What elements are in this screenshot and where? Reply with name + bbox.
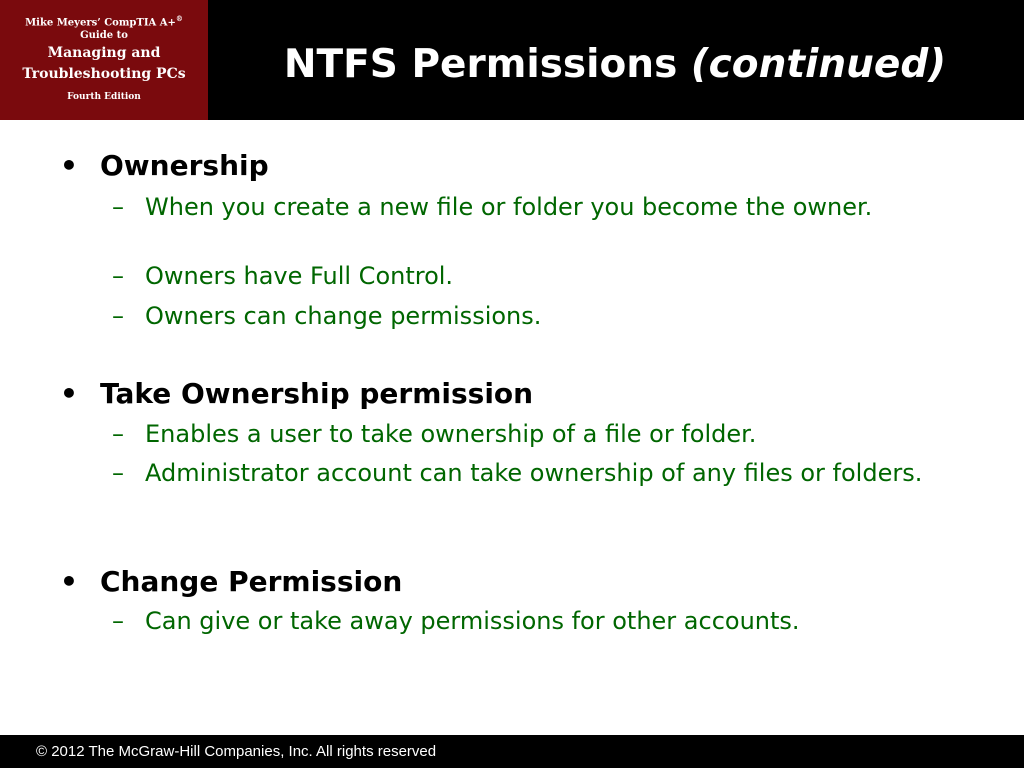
book-logo [0,0,208,120]
bullet-label: Take Ownership permission [100,377,534,410]
slide-title-continued: (continued) [690,42,947,87]
slide-title [220,40,1010,90]
sub-item [112,606,982,637]
bullet-label: Change Permission [100,565,403,598]
bullet-dot-icon: • [60,377,78,410]
sub-item [112,458,982,489]
bullet-label: Ownership [100,149,269,182]
logo-series-title: Mike Meyers’ CompTIA A+® [25,14,183,29]
sub-item [112,261,982,292]
bullet-change-permission [60,564,402,600]
sub-item-text: Can give or take away permissions for other accounts. [145,607,800,635]
slide-header [0,0,1024,120]
dash-icon: – [112,262,124,290]
sub-item [112,192,982,223]
sub-item-text: Owners have Full Control. [145,262,454,290]
sub-item-text: Administrator account can take ownership of any files or folders. [145,459,923,487]
logo-guide-to: Guide to [80,30,128,42]
logo-book-title-line2: Troubleshooting PCs [22,66,186,83]
sub-item-text: When you create a new file or folder you become the owner. [145,193,873,221]
bullet-dot-icon: • [60,565,78,598]
dash-icon: – [112,459,124,487]
slide-title-main: NTFS Permissions [283,42,691,87]
sub-item [112,419,982,450]
slide-footer [0,735,1024,768]
bullet-take-ownership [60,376,533,412]
copyright-text: © 2012 The McGraw-Hill Companies, Inc. All rights reserved [36,743,437,760]
dash-icon: – [112,607,124,635]
bullet-dot-icon: • [60,149,78,182]
logo-book-title-line1: Managing and [47,45,161,62]
sub-item-text: Enables a user to take ownership of a file or folder. [145,420,757,448]
dash-icon: – [112,302,124,330]
dash-icon: – [112,420,124,448]
sub-item-text: Owners can change permissions. [145,302,542,330]
dash-icon: – [112,193,124,221]
bullet-ownership [60,148,269,184]
logo-edition: Fourth Edition [67,92,141,103]
sub-item [112,301,982,332]
